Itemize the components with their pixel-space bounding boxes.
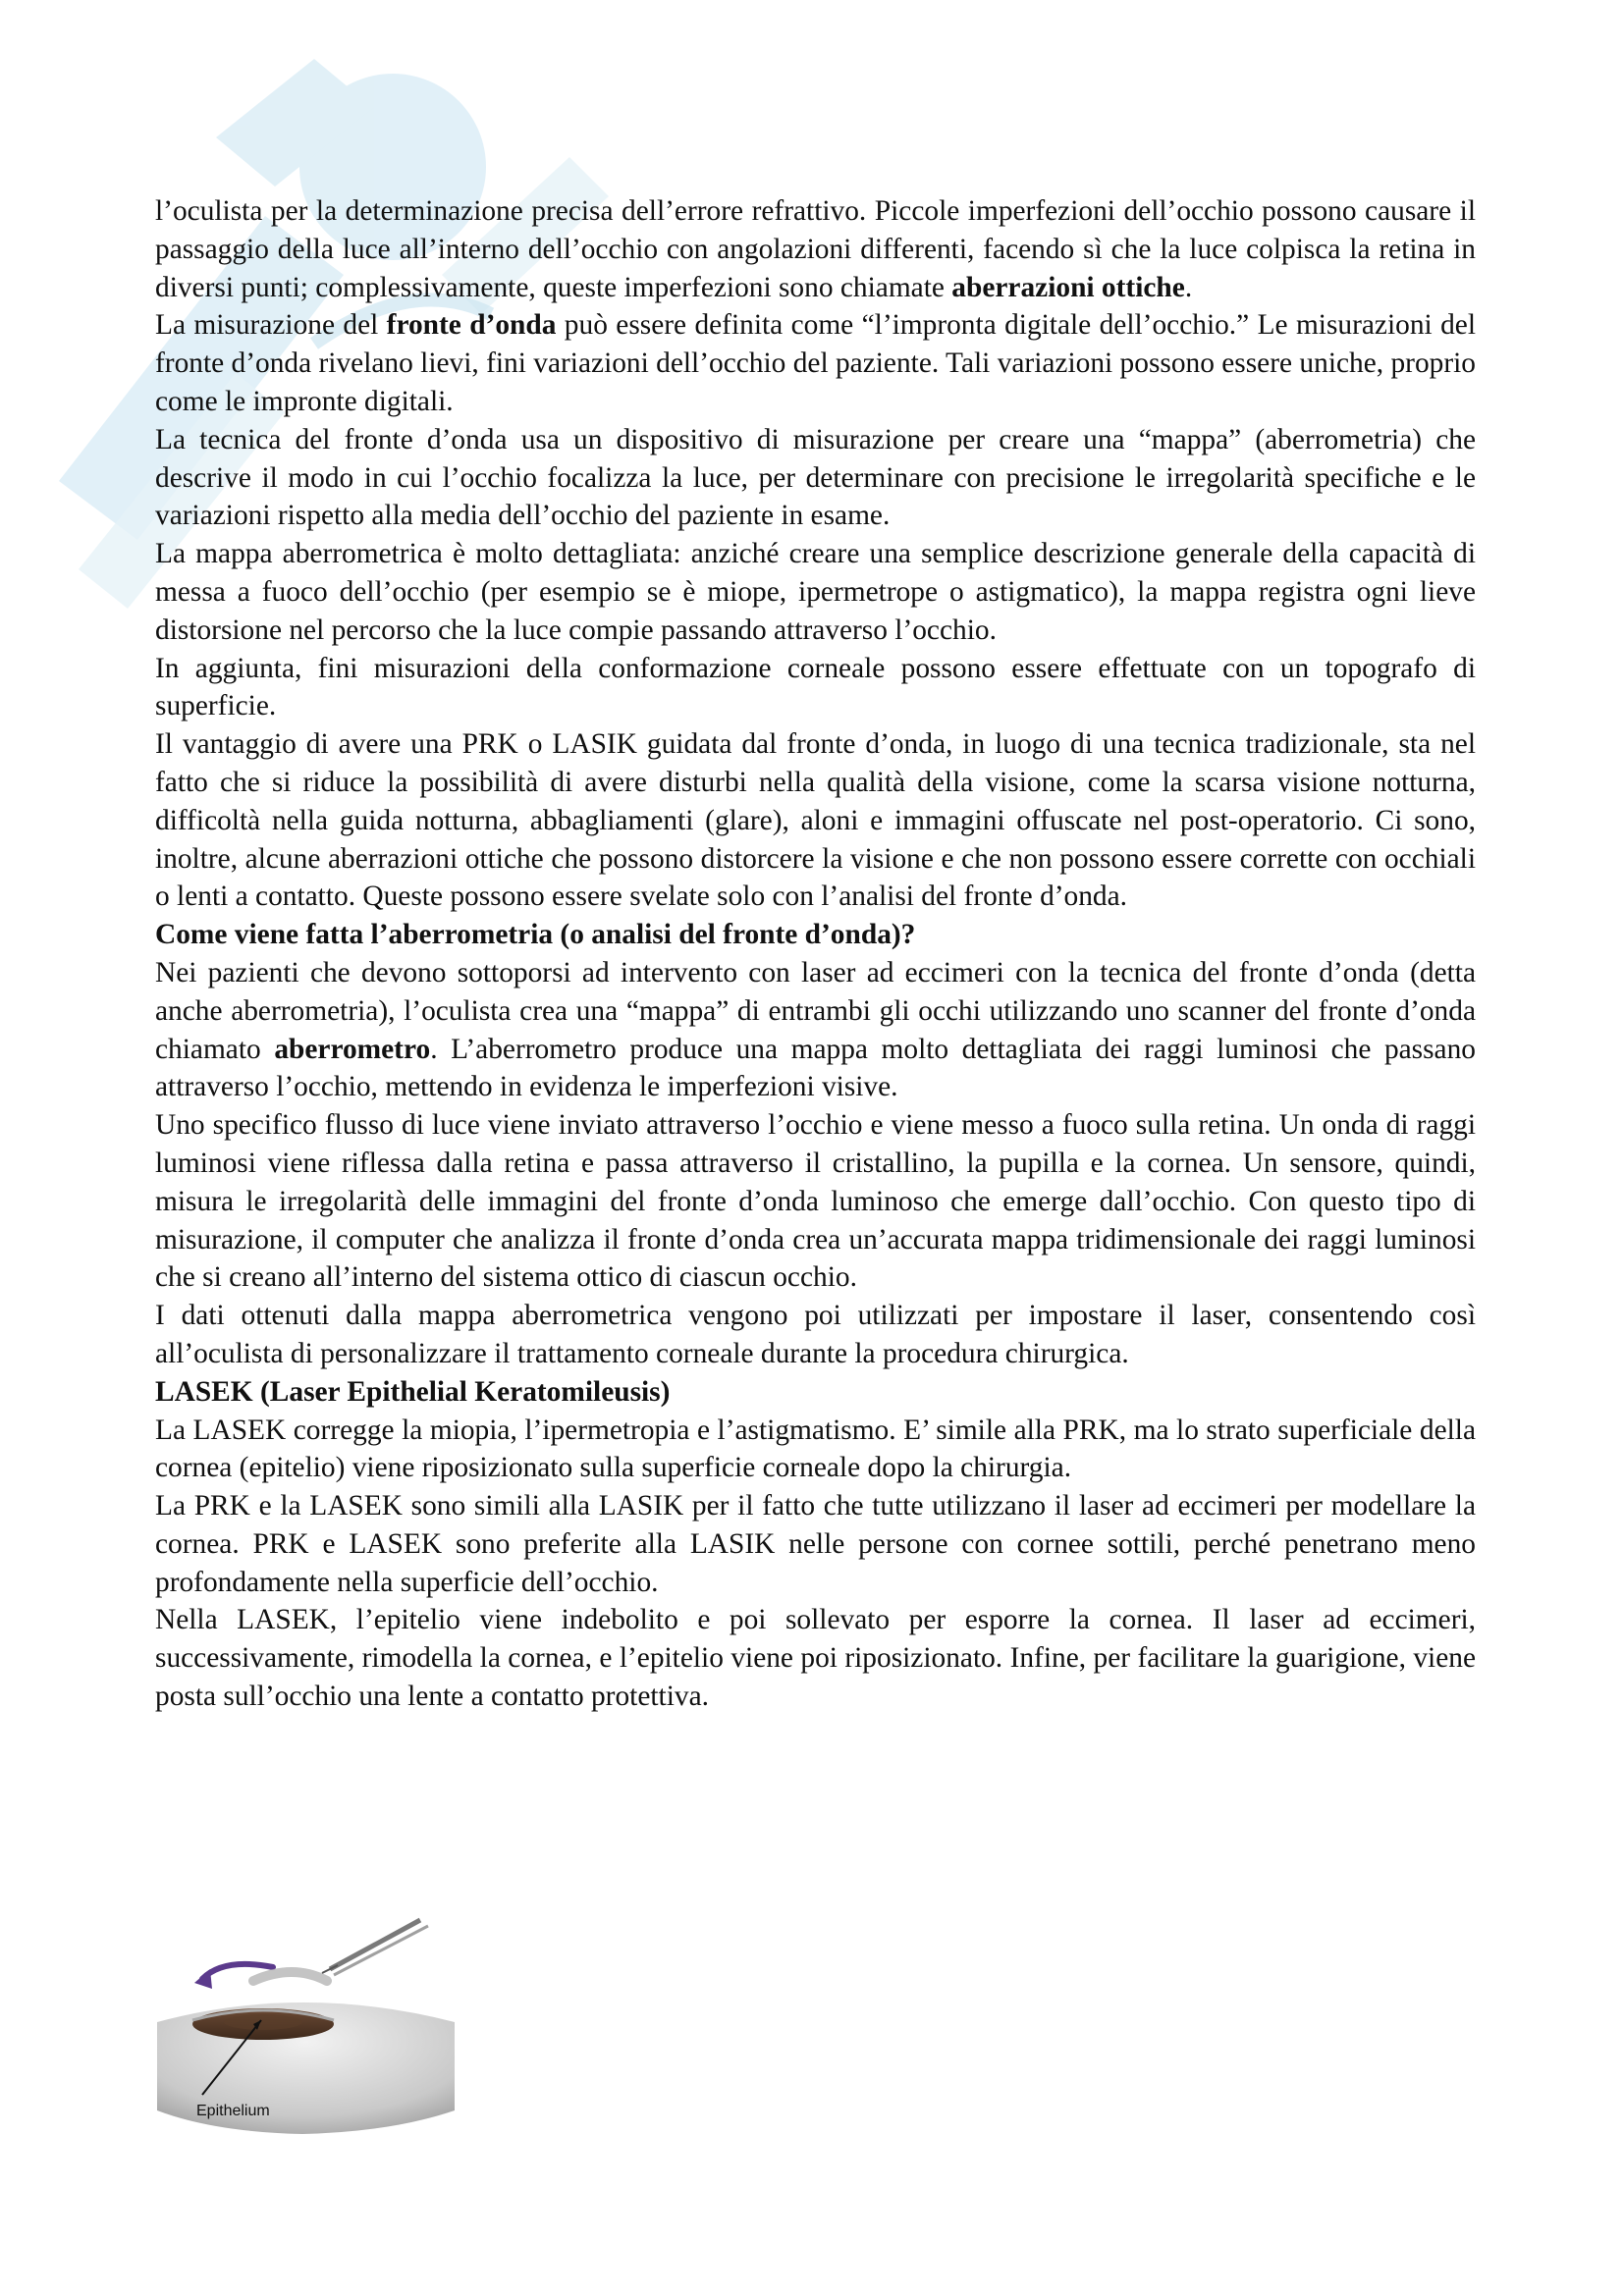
paragraph-aberrations: l’oculista per la determinazione precisa dell’errore refrattivo. Piccole imperfezioni dell’occhio possono causare il passaggio della luce all’interno dell’occhio con angolazioni differenti, facendo sì che la luce colpisca la retina in diversi punti; complessivamente, queste imperfezioni sono chiamate aberrazioni ottiche.: [155, 195, 1476, 303]
paragraph-light-flow: Uno specifico flusso di luce viene inviato attraverso l’occhio e viene messo a fuoco sulla retina. Un onda di raggi luminosi viene riflessa dalla retina e passa attraverso il cristallino, la pupilla e la cornea. Un sensore, quindi, misura le irregolarità delle immagini del fronte d’onda luminoso che emerge dall’occhio. Con questo tipo di misurazione, il computer che analizza il fronte d’onda crea un’accurata mappa tridimensionale dei raggi luminosi che si creano all’interno del sistema ottico di ciascun occhio.: [155, 1109, 1476, 1294]
paragraph-advantages: Il vantaggio di avere una PRK o LASIK guidata dal fronte d’onda, in luogo di una tecnica tradizionale, sta nel fatto che si riduce la possibilità di avere disturbi nella qualità della visione, come la scarsa visione notturna, difficoltà nella guida notturna, abbagliamenti (glare), aloni e immagini offuscate nel post-operatorio. Ci sono, inoltre, alcune aberrazioni ottiche che possono distorcere la visione e che non possono essere corrette con occhiali o lenti a contatto. Queste possono essere svelate solo con l’analisi del fronte d’onda.: [155, 728, 1476, 913]
paragraph-wavefront-definition: La misurazione del fronte d’onda può essere definita come “l’impronta digitale dell’occhio.” Le misurazioni del fronte d’onda rivelano lievi, fini variazioni dell’occhio del paziente. Tali variazioni possono essere uniche, proprio come le impronte digitali.: [155, 309, 1476, 417]
term-aberrometro: aberrometro: [274, 1033, 431, 1065]
figure-epithelium: [155, 1914, 460, 2135]
paragraph-lasek-intro: La LASEK corregge la miopia, l’ipermetropia e l’astigmatismo. E’ simile alla PRK, ma lo strato superficiale della cornea (epitelio) viene riposizionato sulla superficie corneale dopo la chirurgia.: [155, 1414, 1476, 1484]
paragraph-wavefront-technique: La tecnica del fronte d’onda usa un dispositivo di misurazione per creare una “mappa” (aberrometria) che descrive il modo in cui l’occhio focalizza la luce, per determinare con precisione le irregolarità specifiche e le variazioni rispetto alla media dell’occhio del paziente in esame.: [155, 423, 1476, 532]
figure-label-epithelium: Epithelium: [196, 2103, 270, 2119]
paragraph-laser-setup: I dati ottenuti dalla mappa aberrometrica vengono poi utilizzati per impostare il laser, consentendo così all’oculista di personalizzare il trattamento corneale durante la procedura chirurgica.: [155, 1300, 1476, 1369]
heading-aberrometry: Come viene fatta l’aberrometria (o analisi del fronte d’onda)?: [155, 919, 916, 951]
paragraph-corneal-topography: In aggiunta, fini misurazioni della conformazione corneale possono essere effettuate con un topografo di superficie.: [155, 652, 1476, 722]
paragraph-aberrometric-map: La mappa aberrometrica è molto dettagliata: anziché creare una semplice descrizione generale della capacità di messa a fuoco dell’occhio (per esempio se è miope, ipermetrope o astigmatico), la mappa registra ogni lieve distorsione nel percorso che la luce compie passando attraverso l’occhio.: [155, 538, 1476, 646]
term-fronte-donda: fronte d’onda: [386, 309, 557, 342]
paragraph-aberrometer: Nei pazienti che devono sottoporsi ad intervento con laser ad eccimeri con la tecnica del fronte d’onda (detta anche aberrometria), l’oculista crea una “mappa” di entrambi gli occhi utilizzando uno scanner del fronte d’onda chiamato aberrometro. L’aberrometro produce una mappa molto dettagliata dei raggi luminosi che passano attraverso l’occhio, mettendo in evidenza le imperfezioni visive.: [155, 956, 1476, 1103]
heading-lasek: LASEK (Laser Epithelial Keratomileusis): [155, 1375, 671, 1408]
term-aberrazioni-ottiche: aberrazioni ottiche: [951, 271, 1185, 303]
paragraph-lasek-procedure: Nella LASEK, l’epitelio viene indebolito e poi sollevato per esporre la cornea. Il laser ad eccimeri, successivamente, rimodella la cornea, e l’epitelio viene poi riposizionato. Infine, per facilitare la guarigione, viene posta sull’occhio una lente a contatto protettiva.: [155, 1604, 1476, 1713]
document-body: [155, 192, 1476, 1716]
paragraph-lasek-comparison: La PRK e la LASEK sono simili alla LASIK per il fatto che tutte utilizzano il laser ad eccimeri per modellare la cornea. PRK e LASEK sono preferite alla LASIK nelle persone con cornee sottili, perché penetrano meno profondamente nella superficie dell’occhio.: [155, 1490, 1476, 1598]
